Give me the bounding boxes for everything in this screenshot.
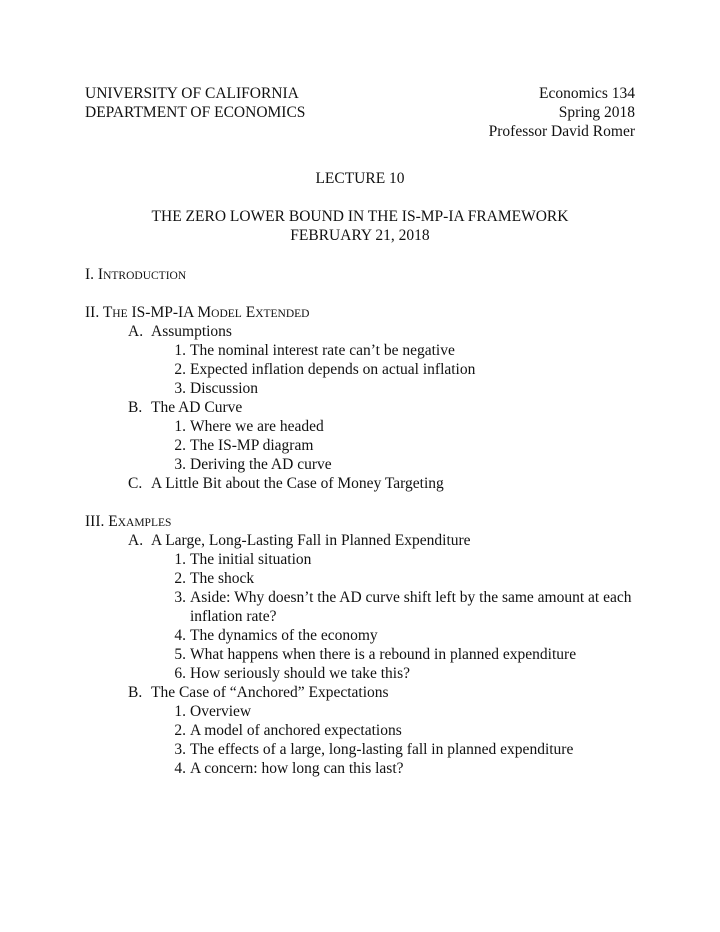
subsection-letter: B.: [128, 399, 143, 416]
item-number: 3.: [174, 741, 186, 758]
lecture-title: THE ZERO LOWER BOUND IN THE IS-MP-IA FRAMEWORK: [151, 208, 569, 225]
section-heading: [85, 512, 645, 531]
item-text: A model of anchored expectations: [190, 722, 402, 739]
subsection-letter: A.: [128, 323, 144, 340]
item-number: 4.: [174, 760, 186, 777]
section-heading: [85, 303, 645, 322]
outline-item: [85, 664, 645, 683]
subsection-letter: A.: [128, 532, 144, 549]
outline-item: [85, 360, 645, 379]
outline-item: [85, 455, 645, 474]
subsection-letter: C.: [128, 475, 143, 492]
item-text: The IS-MP diagram: [190, 437, 314, 454]
item-number: 1.: [174, 342, 186, 359]
section-title-capital: I: [97, 266, 104, 283]
outline-item: [85, 645, 645, 664]
item-text: Where we are headed: [190, 418, 324, 435]
item-number: 1.: [174, 551, 186, 568]
section-title-capital: E: [241, 304, 256, 321]
item-text: Discussion: [190, 380, 259, 397]
section-heading: [85, 265, 645, 284]
subsection-heading: [85, 322, 645, 341]
item-number: 6.: [174, 665, 186, 682]
section-numeral: III.: [85, 513, 105, 530]
section-title-smallcaps: XAMPLES: [117, 517, 172, 529]
outline-item: [85, 379, 645, 398]
section-title-smallcaps: ODEL: [211, 308, 242, 320]
item-text: The shock: [190, 570, 255, 587]
item-number: 3.: [174, 456, 186, 473]
subsection-title: A Large, Long-Lasting Fall in Planned Expenditure: [151, 532, 471, 549]
item-text: Deriving the AD curve: [190, 456, 332, 473]
outline-item: [85, 341, 645, 360]
section-title-smallcaps: NTRODUCTION: [103, 270, 187, 282]
subsection-letter: B.: [128, 684, 143, 701]
university-name: UNIVERSITY OF CALIFORNIA: [85, 85, 299, 102]
lecture-date: FEBRUARY 21, 2018: [290, 227, 430, 244]
item-number: 4.: [174, 627, 186, 644]
item-text: The initial situation: [190, 551, 312, 568]
section-title-capital: IS-MP-IA M: [127, 304, 212, 321]
item-text: A concern: how long can this last?: [190, 760, 404, 777]
course-number: Economics 134: [539, 85, 635, 102]
item-number: 1.: [174, 703, 186, 720]
outline-item: [85, 702, 645, 721]
course-block: [489, 84, 635, 141]
outline-item: [85, 417, 645, 436]
professor-name: Professor David Romer: [488, 123, 635, 140]
item-text: What happens when there is a rebound in planned expenditure: [190, 646, 577, 663]
subsection-title: A Little Bit about the Case of Money Targeting: [151, 475, 444, 492]
item-number: 2.: [174, 437, 186, 454]
subsection-title: The AD Curve: [151, 399, 243, 416]
item-number: 2.: [174, 570, 186, 587]
lecture-outline: [85, 265, 645, 778]
section-title-capital: T: [102, 304, 113, 321]
outline-item: [85, 721, 645, 740]
item-text: The nominal interest rate can’t be negative: [190, 342, 455, 359]
outline-item: [85, 740, 645, 759]
item-text: The dynamics of the economy: [190, 627, 378, 644]
subsection-heading: [85, 398, 645, 417]
item-text: Aside: Why doesn’t the AD curve shift left by the same amount at each inflation rate?: [190, 589, 632, 625]
outline-item: [85, 588, 645, 626]
section-title-smallcaps: XTENDED: [255, 308, 310, 320]
item-text: The effects of a large, long-lasting fall in planned expenditure: [190, 741, 574, 758]
outline-item: [85, 626, 645, 645]
section-title-smallcaps: HE: [112, 308, 128, 320]
section-numeral: II.: [85, 304, 100, 321]
item-text: Overview: [190, 703, 252, 720]
item-number: 1.: [174, 418, 186, 435]
outline-item: [85, 569, 645, 588]
item-number: 3.: [174, 589, 186, 606]
lecture-label: LECTURE 10: [315, 170, 405, 187]
outline-item: [85, 550, 645, 569]
subsection-title: The Case of “Anchored” Expectations: [151, 684, 389, 701]
subsection-title: Assumptions: [151, 323, 232, 340]
subsection-heading: [85, 531, 645, 550]
subsection-heading: [85, 683, 645, 702]
item-number: 2.: [174, 361, 186, 378]
item-number: 3.: [174, 380, 186, 397]
item-number: 2.: [174, 722, 186, 739]
subsection-heading: [85, 474, 645, 493]
term: Spring 2018: [558, 104, 635, 121]
institution-block: [85, 84, 305, 122]
section-numeral: I.: [85, 266, 95, 283]
department-name: DEPARTMENT OF ECONOMICS: [85, 104, 306, 121]
item-text: Expected inflation depends on actual inflation: [190, 361, 476, 378]
item-number: 5.: [174, 646, 186, 663]
outline-item: [85, 436, 645, 455]
item-text: How seriously should we take this?: [190, 665, 410, 682]
outline-item: [85, 759, 645, 778]
section-title-capital: E: [108, 513, 118, 530]
